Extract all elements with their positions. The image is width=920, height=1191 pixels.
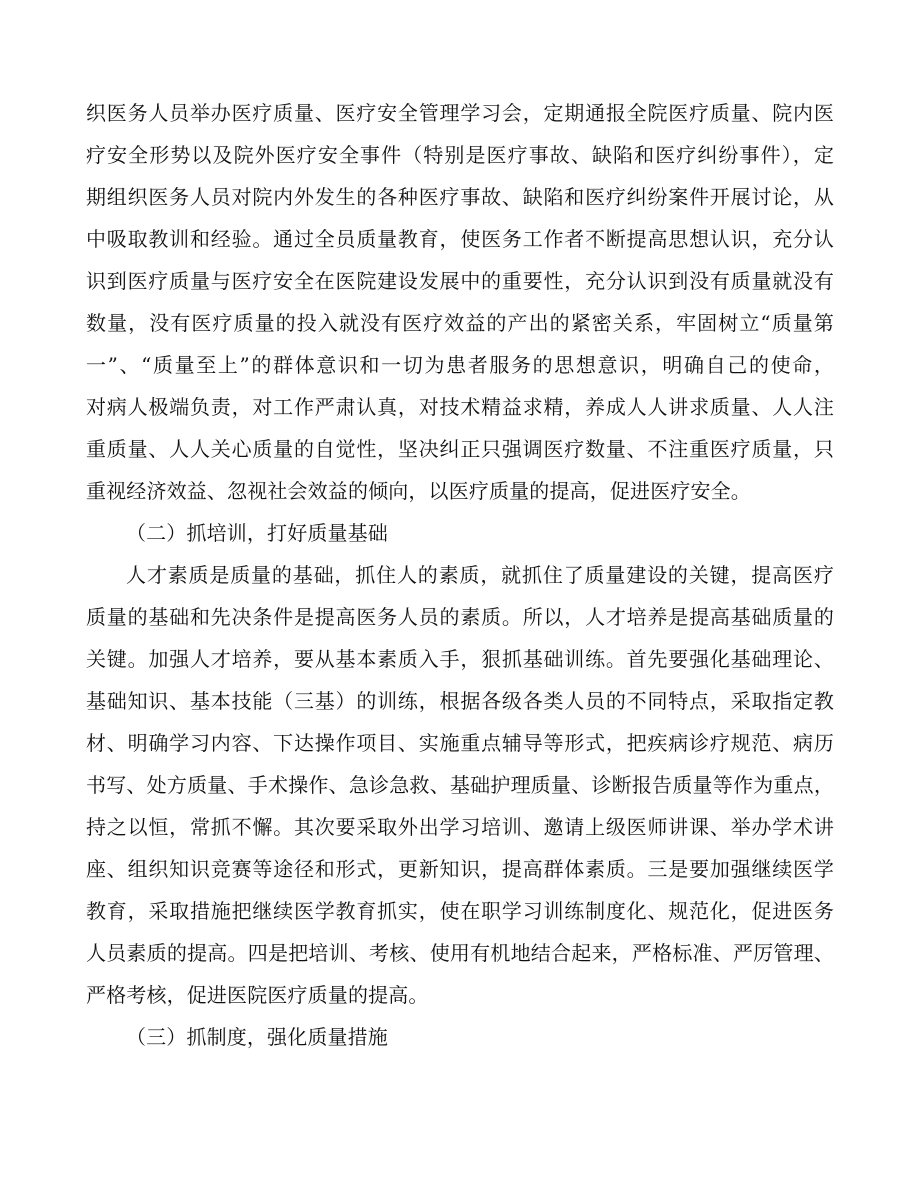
paragraph-line: 关键。加强人才培养，要从基本素质入手，狠抓基础训练。首先要强化基础理论、 xyxy=(86,647,834,671)
paragraph-line: 识到医疗质量与医疗安全在医院建设发展中的重要性，充分认识到没有质量就没有 xyxy=(86,269,834,293)
paragraph-line: 中吸取教训和经验。通过全员质量教育，使医务工作者不断提高思想认识，充分认 xyxy=(86,227,834,251)
paragraph-line: 重质量、人人关心质量的自觉性，坚决纠正只强调医疗数量、不注重医疗质量，只 xyxy=(86,437,834,461)
paragraph-line: 一”、“质量至上”的群体意识和一切为患者服务的思想意识，明确自己的使命， xyxy=(86,353,834,377)
paragraph-line: 教育，采取措施把继续医学教育抓实，使在职学习训练制度化、规范化，促进医务 xyxy=(86,899,834,923)
section-heading: （二）抓培训，打好质量基础 xyxy=(126,521,388,545)
section-heading: （三）抓制度，强化质量措施 xyxy=(126,1025,388,1049)
paragraph-line: 材、明确学习内容、下达操作项目、实施重点辅导等形式，把疾病诊疗规范、病历 xyxy=(86,731,834,755)
paragraph-line: 基础知识、基本技能（三基）的训练，根据各级各类人员的不同特点，采取指定教 xyxy=(86,689,834,713)
paragraph-line: 人员素质的提高。四是把培训、考核、使用有机地结合起来，严格标准、严厉管理、 xyxy=(86,941,834,965)
paragraph-line: 期组织医务人员对院内外发生的各种医疗事故、缺陷和医疗纠纷案件开展讨论，从 xyxy=(86,185,834,209)
paragraph-line: 座、组织知识竞赛等途径和形式，更新知识，提高群体素质。三是要加强继续医学 xyxy=(86,857,834,881)
paragraph-line: 重视经济效益、忽视社会效益的倾向，以医疗质量的提高，促进医疗安全。 xyxy=(86,479,751,503)
paragraph-line: 疗安全形势以及院外医疗安全事件（特别是医疗事故、缺陷和医疗纠纷事件），定 xyxy=(86,143,834,167)
paragraph-line: 质量的基础和先决条件是提高医务人员的素质。所以，人才培养是提高基础质量的 xyxy=(86,605,834,629)
paragraph-line: 对病人极端负责，对工作严肃认真，对技术精益求精，养成人人讲求质量、人人注 xyxy=(86,395,834,419)
paragraph-line: 严格考核，促进医院医疗质量的提高。 xyxy=(86,983,429,1007)
paragraph-line: 持之以恒，常抓不懈。其次要采取外出学习培训、邀请上级医师讲课、举办学术讲 xyxy=(86,815,834,839)
paragraph-line: 书写、处方质量、手术操作、急诊急救、基础护理质量、诊断报告质量等作为重点， xyxy=(86,773,834,797)
paragraph-line: 数量，没有医疗质量的投入就没有医疗效益的产出的紧密关系，牢固树立“质量第 xyxy=(86,311,834,335)
paragraph-line: 人才素质是质量的基础，抓住人的素质，就抓住了质量建设的关键，提高医疗 xyxy=(126,563,834,587)
paragraph-line: 织医务人员举办医疗质量、医疗安全管理学习会，定期通报全院医疗质量、院内医 xyxy=(86,101,834,125)
